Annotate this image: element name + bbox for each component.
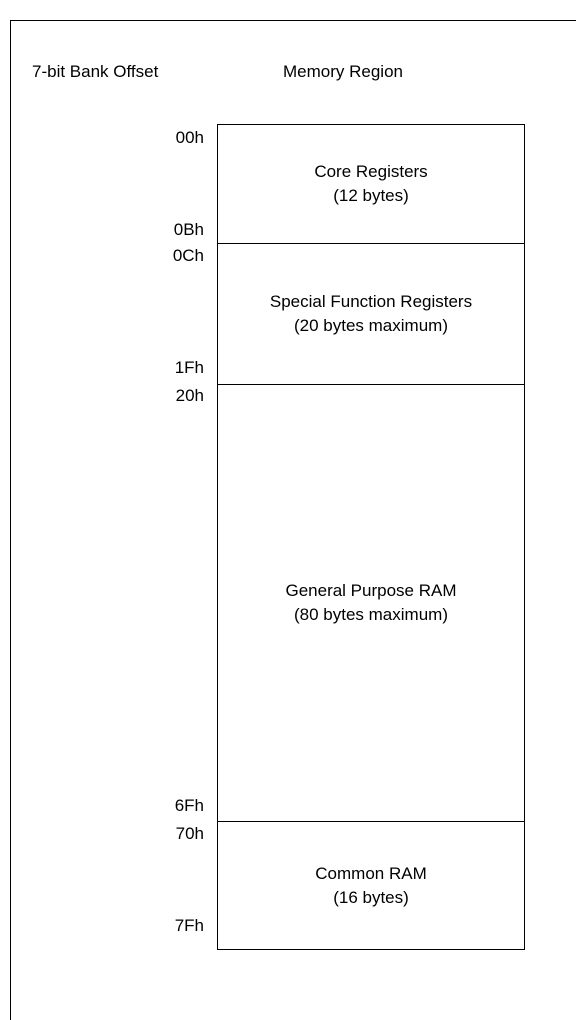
region-size: (20 bytes maximum)	[294, 316, 448, 335]
address-label-core-start: 00h	[175, 128, 204, 147]
address-label-gpr-start: 20h	[175, 386, 204, 405]
bank-offset-header: 7-bit Bank Offset	[32, 62, 159, 81]
region-general-purpose-ram	[217, 384, 525, 822]
region-core-registers	[217, 124, 525, 244]
address-label-common-end: 7Fh	[174, 916, 204, 935]
region-name: General Purpose RAM	[285, 581, 457, 600]
address-label-sfr-end: 1Fh	[174, 358, 204, 377]
address-label-sfr-start: 0Ch	[172, 246, 204, 265]
region-name: Core Registers	[314, 162, 428, 181]
address-label-gpr-end: 6Fh	[174, 796, 204, 815]
region-name: Special Function Registers	[269, 292, 473, 311]
region-size: (16 bytes)	[333, 887, 409, 907]
address-label-common-start: 70h	[175, 824, 204, 843]
region-size: (12 bytes)	[333, 186, 409, 205]
region-name: Common RAM	[315, 863, 427, 883]
region-common-ram	[217, 821, 525, 950]
region-special-function-registers	[217, 243, 525, 385]
memory-region-header: Memory Region	[283, 62, 403, 81]
address-label-core-end: 0Bh	[173, 220, 204, 239]
region-size: (80 bytes maximum)	[294, 605, 448, 624]
